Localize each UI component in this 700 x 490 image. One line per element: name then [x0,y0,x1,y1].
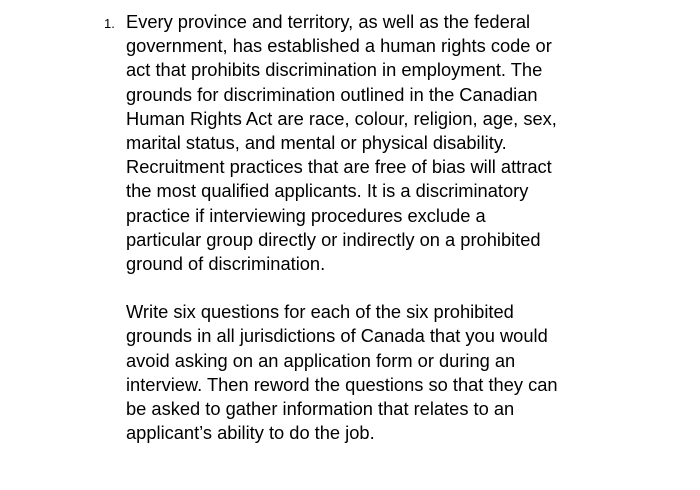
text-line: applicant’s ability to do the job. [126,422,375,444]
text-line: Human Rights Act are race, colour, religion, age, sex, [126,107,557,129]
text-line: grounds in all jurisdictions of Canada that you would [126,325,548,347]
text-line: interview. Then reword the questions so that they can [126,373,558,395]
paragraph-description [126,10,646,276]
paragraph-instructions [126,300,646,445]
list-item-body [126,10,646,445]
text-line: marital status, and mental or physical disability. [126,132,507,154]
list-item-1 [104,10,664,445]
text-line: act that prohibits discrimination in employment. The [126,59,543,81]
text-line: the most qualified applicants. It is a discriminatory [126,180,529,202]
text-line: government, has established a human rights code or [126,35,552,57]
list-number: 1. [104,16,115,31]
text-line: be asked to gather information that relates to an [126,398,515,420]
text-line: practice if interviewing procedures exclude a [126,204,486,226]
text-line: Recruitment practices that are free of bias will attract [126,156,552,178]
text-line: Every province and territory, as well as the federal [126,11,531,32]
text-line: Write six questions for each of the six prohibited [126,301,514,323]
text-line: grounds for discrimination outlined in the Canadian [126,83,538,105]
paragraph-spacer [126,276,646,300]
text-line: particular group directly or indirectly on a prohibited [126,228,541,250]
text-line: ground of discrimination. [126,253,326,275]
text-line: avoid asking on an application form or during an [126,349,516,371]
